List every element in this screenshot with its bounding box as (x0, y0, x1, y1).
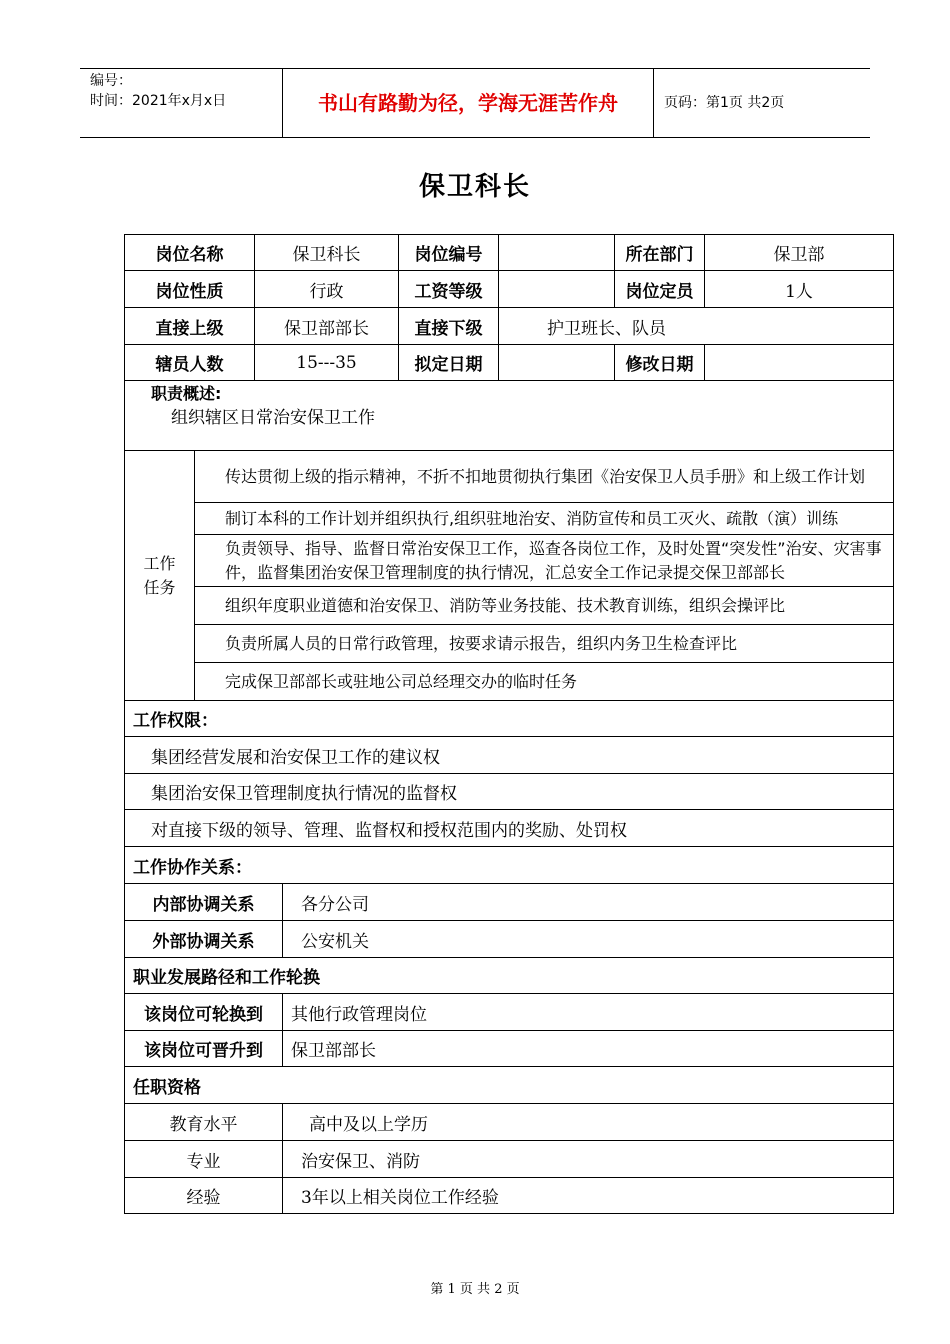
nature-label: 岗位性质 (125, 271, 255, 308)
cooperation-row (125, 921, 894, 958)
summary-row (125, 381, 894, 451)
external-value: 公安机关 (283, 921, 894, 958)
external-label: 外部协调关系 (125, 921, 283, 958)
code-label: 岗位编号 (399, 235, 499, 271)
edu-value: 高中及以上学历 (283, 1104, 894, 1141)
name-label: 岗位名称 (125, 235, 255, 271)
code-label: 编号： (90, 73, 132, 89)
exp-label: 经验 (125, 1178, 283, 1214)
dept-label: 所在部门 (615, 235, 705, 271)
internal-value: 各分公司 (283, 884, 894, 921)
task-row (125, 587, 894, 625)
revise-value (705, 345, 894, 381)
task-row (125, 451, 894, 503)
basic-row-4 (125, 345, 894, 381)
career-header-row (125, 958, 894, 994)
subordinate-label: 直接下级 (399, 308, 499, 345)
task-item: 完成保卫部部长或驻地公司总经理交办的临时任务 (195, 663, 894, 701)
rotate-label: 该岗位可轮换到 (125, 994, 283, 1031)
authority-row (125, 737, 894, 774)
internal-label: 内部协调关系 (125, 884, 283, 921)
qualification-row (125, 1104, 894, 1141)
document-header (80, 68, 870, 138)
task-item: 负责所属人员的日常行政管理，按要求请示报告，组织内务卫生检查评比 (195, 625, 894, 663)
draft-value (499, 345, 615, 381)
superior-value: 保卫部部长 (255, 308, 399, 345)
career-label: 职业发展路径和工作轮换 (125, 958, 894, 994)
header-meta (80, 69, 282, 137)
summary-cell (125, 381, 894, 451)
tasks-label: 工作 任务 (125, 451, 195, 701)
career-row (125, 1031, 894, 1067)
cooperation-label: 工作协作关系： (125, 847, 894, 884)
major-value: 治安保卫、消防 (283, 1141, 894, 1178)
task-item: 传达贯彻上级的指示精神，不折不扣地贯彻执行集团《治安保卫人员手册》和上级工作计划 (195, 451, 894, 503)
staff-label: 辖员人数 (125, 345, 255, 381)
draft-label: 拟定日期 (399, 345, 499, 381)
revise-label: 修改日期 (615, 345, 705, 381)
quota-label: 岗位定员 (615, 271, 705, 308)
header-page-label: 页码：第1页 共2页 (664, 95, 785, 111)
page-title: 保卫科长 (418, 172, 531, 202)
task-item: 组织年度职业道德和治安保卫、消防等业务技能、技术教育训练，组织会操评比 (195, 587, 894, 625)
promote-label: 该岗位可晋升到 (125, 1031, 283, 1067)
edu-label: 教育水平 (125, 1104, 283, 1141)
task-item: 负责领导、指导、监督日常治安保卫工作，巡查各岗位工作，及时处置“突发性”治安、灾害事件，监督集团治安保卫管理制度的执行情况，汇总安全工作记录提交保卫部部长 (195, 535, 894, 587)
authority-row (125, 774, 894, 810)
quota-value: 1人 (705, 271, 894, 308)
authority-header-row (125, 701, 894, 737)
promote-value: 保卫部部长 (283, 1031, 894, 1067)
summary-text: 组织辖区日常治安保卫工作 (171, 408, 375, 428)
authority-row (125, 810, 894, 847)
cooperation-header-row (125, 847, 894, 884)
qualification-row (125, 1178, 894, 1214)
exp-value: 3年以上相关岗位工作经验 (283, 1178, 894, 1214)
authority-item: 集团治安保卫管理制度执行情况的监督权 (125, 774, 894, 810)
authority-item: 集团经营发展和治安保卫工作的建议权 (125, 737, 894, 774)
nature-value: 行政 (255, 271, 399, 308)
task-row (125, 625, 894, 663)
subordinate-value: 护卫班长、队员 (499, 308, 894, 345)
grade-value (499, 271, 615, 308)
authority-item: 对直接下级的领导、管理、监督权和授权范围内的奖励、处罚权 (125, 810, 894, 847)
grade-label: 工资等级 (399, 271, 499, 308)
code-value (499, 235, 615, 271)
rotate-value: 其他行政管理岗位 (283, 994, 894, 1031)
staff-value: 15---35 (255, 345, 399, 381)
task-row (125, 663, 894, 701)
basic-row-1 (125, 235, 894, 271)
qualification-label: 任职资格 (125, 1067, 894, 1104)
authority-label: 工作权限： (125, 701, 894, 737)
dept-value: 保卫部 (705, 235, 894, 271)
career-row (125, 994, 894, 1031)
basic-row-2 (125, 271, 894, 308)
header-motto: 书山有路勤为径，学海无涯苦作舟 (282, 69, 654, 137)
superior-label: 直接上级 (125, 308, 255, 345)
major-label: 专业 (125, 1141, 283, 1178)
task-row (125, 535, 894, 587)
basic-row-3 (125, 308, 894, 345)
name-value: 保卫科长 (255, 235, 399, 271)
job-description-table (124, 234, 894, 1214)
cooperation-row (125, 884, 894, 921)
qualification-header-row (125, 1067, 894, 1104)
qualification-row (125, 1141, 894, 1178)
time-label: 时间：2021年x月x日 (90, 93, 227, 109)
task-item: 制订本科的工作计划并组织执行,组织驻地治安、消防宣传和员工灭火、疏散（演）训练 (195, 503, 894, 535)
summary-label: 职责概述: (151, 384, 222, 403)
page-footer: 第 1 页 共 2 页 (430, 1282, 520, 1297)
task-row (125, 503, 894, 535)
